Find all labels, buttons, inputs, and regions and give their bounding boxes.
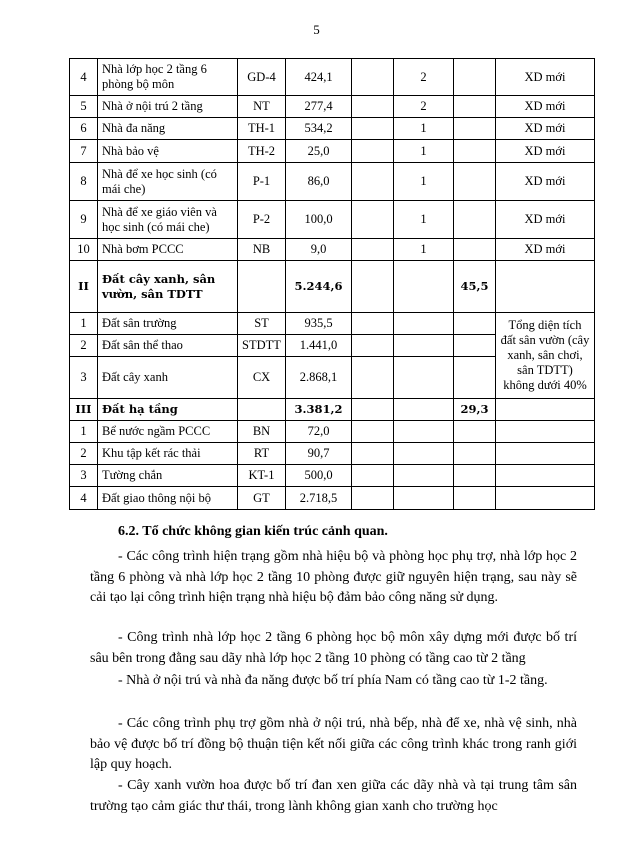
item-area: 424,1 (286, 59, 352, 96)
item-floors: 2 (394, 59, 454, 96)
empty-cell (352, 313, 394, 335)
item-name: Bể nước ngầm PCCC (98, 421, 238, 443)
item-name: Đất cây xanh (98, 357, 238, 399)
empty-cell (454, 335, 496, 357)
item-code: ST (238, 313, 286, 335)
empty-cell (394, 443, 454, 465)
row-number: 10 (70, 239, 98, 261)
row-number: 3 (70, 465, 98, 487)
item-name: Nhà ở nội trú 2 tầng (98, 96, 238, 118)
item-note: XD mới (496, 239, 595, 261)
row-number: 1 (70, 421, 98, 443)
row-number: 4 (70, 487, 98, 510)
item-code: NT (238, 96, 286, 118)
row-number: 6 (70, 118, 98, 140)
item-note: XD mới (496, 140, 595, 163)
item-percent (454, 201, 496, 239)
group-area: 3.381,2 (286, 399, 352, 421)
group-number: III (70, 399, 98, 421)
table-row (70, 421, 595, 443)
item-name: Nhà lớp học 2 tầng 6 phòng bộ môn (98, 59, 238, 96)
item-floors: 1 (394, 140, 454, 163)
group-area: 5.244,6 (286, 261, 352, 313)
empty-cell (394, 399, 454, 421)
item-area: 2.868,1 (286, 357, 352, 399)
item-note: XD mới (496, 201, 595, 239)
table-row (70, 239, 595, 261)
empty-cell (454, 465, 496, 487)
empty-cell (352, 421, 394, 443)
item-note: XD mới (496, 163, 595, 201)
item-percent (454, 163, 496, 201)
empty-cell (352, 140, 394, 163)
item-code: RT (238, 443, 286, 465)
group-number: II (70, 261, 98, 313)
item-area: 1.441,0 (286, 335, 352, 357)
item-code: STDTT (238, 335, 286, 357)
empty-cell (496, 443, 595, 465)
item-name: Đất giao thông nội bộ (98, 487, 238, 510)
item-code: GT (238, 487, 286, 510)
empty-cell (352, 399, 394, 421)
paragraph: - Các công trình hiện trạng gồm nhà hiệu bộ và phòng học phụ trợ, nhà lớp học 2 tầng 6 phòng và nhà lớp học 2 tầng 10 phòng được giữ nguyên hiện trạng, sau này sẽ cải tạo lại công trình hiện trạng nhà hiệu bộ đảm bảo công năng sử dụng. (90, 549, 577, 605)
item-area: 72,0 (286, 421, 352, 443)
item-name: Nhà bơm PCCC (98, 239, 238, 261)
empty-cell (394, 465, 454, 487)
empty-cell (394, 261, 454, 313)
empty-cell (394, 421, 454, 443)
empty-cell (394, 313, 454, 335)
group-percent: 45,5 (454, 261, 496, 313)
empty-cell (496, 465, 595, 487)
row-number: 5 (70, 96, 98, 118)
row-number: 2 (70, 443, 98, 465)
item-name: Đất sân trường (98, 313, 238, 335)
item-name: Nhà đa năng (98, 118, 238, 140)
empty-cell (454, 313, 496, 335)
table-row (70, 443, 595, 465)
empty-cell (352, 487, 394, 510)
row-number: 3 (70, 357, 98, 399)
row-number: 7 (70, 140, 98, 163)
table-row (70, 96, 595, 118)
table-row (70, 201, 595, 239)
empty-cell (352, 239, 394, 261)
item-area: 500,0 (286, 465, 352, 487)
green-area-note: Tổng diện tích đất sân vườn (cây xanh, sân chơi, sân TDTT) không dưới 40% (496, 313, 595, 399)
table-row (70, 163, 595, 201)
empty-cell (454, 357, 496, 399)
item-floors: 1 (394, 163, 454, 201)
item-percent (454, 118, 496, 140)
empty-cell (352, 261, 394, 313)
item-area: 25,0 (286, 140, 352, 163)
group-row (70, 399, 595, 421)
empty-cell (352, 201, 394, 239)
item-name: Nhà bảo vệ (98, 140, 238, 163)
item-floors: 1 (394, 239, 454, 261)
land-use-table (69, 58, 595, 510)
item-area: 277,4 (286, 96, 352, 118)
item-area: 9,0 (286, 239, 352, 261)
empty-cell (394, 487, 454, 510)
empty-cell (454, 487, 496, 510)
empty-cell (352, 443, 394, 465)
item-name: Khu tập kết rác thải (98, 443, 238, 465)
item-name: Nhà để xe giáo viên và học sinh (có mái che) (98, 201, 238, 239)
item-code: KT-1 (238, 465, 286, 487)
empty-cell (496, 421, 595, 443)
table-row (70, 140, 595, 163)
empty-cell (496, 399, 595, 421)
item-floors: 1 (394, 118, 454, 140)
empty-cell (454, 421, 496, 443)
empty-cell (352, 465, 394, 487)
empty-cell (238, 261, 286, 313)
item-floors: 1 (394, 201, 454, 239)
item-area: 86,0 (286, 163, 352, 201)
row-number: 9 (70, 201, 98, 239)
group-percent: 29,3 (454, 399, 496, 421)
item-note: XD mới (496, 59, 595, 96)
item-area: 2.718,5 (286, 487, 352, 510)
empty-cell (352, 335, 394, 357)
row-number: 2 (70, 335, 98, 357)
empty-cell (352, 118, 394, 140)
item-note: XD mới (496, 96, 595, 118)
empty-cell (238, 399, 286, 421)
item-note: XD mới (496, 118, 595, 140)
paragraph: - Công trình nhà lớp học 2 tầng 6 phòng học bộ môn xây dựng mới được bố trí sâu bên trong đằng sau dãy nhà lớp học 2 tầng 10 phòng có tầng cao từ 2 tầng (90, 630, 577, 666)
item-area: 935,5 (286, 313, 352, 335)
item-code: P-2 (238, 201, 286, 239)
empty-cell (496, 487, 595, 510)
item-name: Đất sân thể thao (98, 335, 238, 357)
item-name: Tường chắn (98, 465, 238, 487)
empty-cell (352, 163, 394, 201)
group-name: Đất cây xanh, sân vườn, sân TDTT (98, 261, 238, 313)
paragraph: - Các công trình phụ trợ gồm nhà ở nội trú, nhà bếp, nhà để xe, nhà vệ sinh, nhà bảo vệ được bố trí đồng bộ thuận tiện kết nối giữa các công trình khác trong ranh giới lập quy hoạch. (90, 716, 577, 772)
paragraph: - Cây xanh vườn hoa được bố trí đan xen giữa các dãy nhà và tại trung tâm sân trường tạo cảm giác thư thái, trong lành không gian xanh cho trường học (90, 778, 577, 814)
table-row (70, 465, 595, 487)
empty-cell (352, 59, 394, 96)
row-number: 4 (70, 59, 98, 96)
item-percent (454, 59, 496, 96)
row-number: 1 (70, 313, 98, 335)
table-row (70, 59, 595, 96)
item-name: Nhà để xe học sinh (có mái che) (98, 163, 238, 201)
table-row (70, 118, 595, 140)
empty-cell (454, 443, 496, 465)
paragraph: - Nhà ở nội trú và nhà đa năng được bố trí phía Nam có tầng cao từ 1-2 tầng. (118, 673, 548, 688)
item-percent (454, 140, 496, 163)
item-code: CX (238, 357, 286, 399)
item-code: TH-1 (238, 118, 286, 140)
item-percent (454, 96, 496, 118)
item-code: P-1 (238, 163, 286, 201)
item-area: 534,2 (286, 118, 352, 140)
row-number: 8 (70, 163, 98, 201)
empty-cell (394, 357, 454, 399)
empty-cell (352, 357, 394, 399)
item-area: 100,0 (286, 201, 352, 239)
table-row (70, 487, 595, 510)
item-percent (454, 239, 496, 261)
page-number: 5 (313, 22, 320, 37)
empty-cell (394, 335, 454, 357)
group-row (70, 261, 595, 313)
item-code: BN (238, 421, 286, 443)
item-code: GD-4 (238, 59, 286, 96)
section-title: 6.2. Tổ chức không gian kiến trúc cảnh quan. (118, 524, 388, 539)
item-floors: 2 (394, 96, 454, 118)
item-code: NB (238, 239, 286, 261)
group-name: Đất hạ tầng (98, 399, 238, 421)
item-area: 90,7 (286, 443, 352, 465)
empty-cell (352, 96, 394, 118)
item-code: TH-2 (238, 140, 286, 163)
table-row (70, 313, 595, 335)
empty-cell (496, 261, 595, 313)
